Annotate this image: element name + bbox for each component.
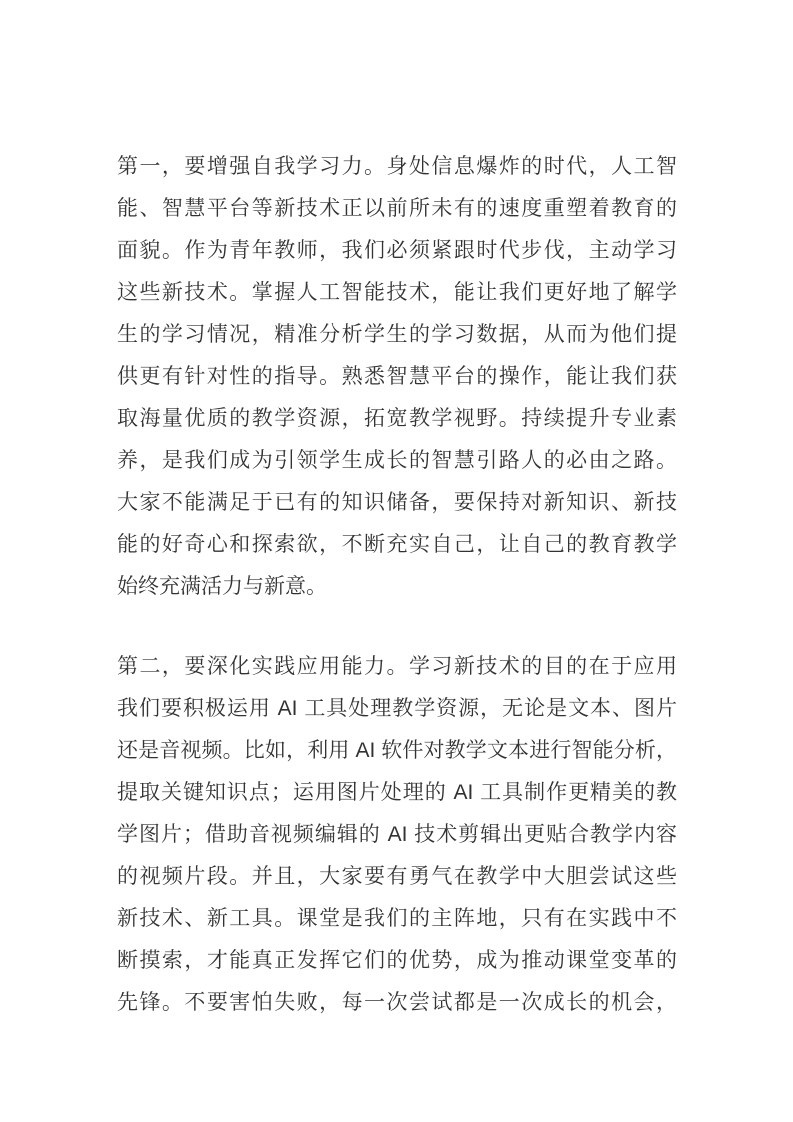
document-text <box>117 146 677 1024</box>
text-line: 始终充满活力与新意。 <box>117 575 327 598</box>
text-line: 这些新技术。掌握人工智能技术，能让我们更好地了解学 <box>117 281 677 304</box>
text-line: 学图片；借助音视频编辑的 AI 技术剪辑出更贴合教学内容 <box>117 823 677 846</box>
text-line: 养，是我们成为引领学生成长的智慧引路人的必由之路。 <box>117 449 677 472</box>
text-line: 第二，要深化实践应用能力。学习新技术的目的在于应用 <box>117 655 677 678</box>
text-line: 生的学习情况，精准分析学生的学习数据，从而为他们提 <box>117 323 677 346</box>
text-line: 大家不能满足于已有的知识储备，要保持对新知识、新技 <box>117 491 677 514</box>
text-line: 能、智慧平台等新技术正以前所未有的速度重塑着教育的 <box>117 197 677 220</box>
text-line: 取海量优质的教学资源，拓宽教学视野。持续提升专业素 <box>117 407 677 430</box>
paragraph-1 <box>117 146 677 608</box>
text-line: 第一，要增强自我学习力。身处信息爆炸的时代，人工智 <box>117 155 677 178</box>
text-line: 先锋。不要害怕失败，每一次尝试都是一次成长的机会， <box>117 991 677 1014</box>
text-line: 我们要积极运用 AI 工具处理教学资源，无论是文本、图片 <box>117 697 677 720</box>
text-line: 供更有针对性的指导。熟悉智慧平台的操作，能让我们获 <box>117 365 677 388</box>
paragraph-2 <box>117 646 677 1024</box>
text-line: 断摸索，才能真正发挥它们的优势，成为推动课堂变革的 <box>117 949 677 972</box>
text-line: 还是音视频。比如，利用 AI 软件对教学文本进行智能分析， <box>117 739 677 762</box>
text-line: 新技术、新工具。课堂是我们的主阵地，只有在实践中不 <box>117 907 677 930</box>
text-line: 的视频片段。并且，大家要有勇气在教学中大胆尝试这些 <box>117 865 677 888</box>
text-line: 面貌。作为青年教师，我们必须紧跟时代步伐，主动学习 <box>117 239 677 262</box>
text-line: 能的好奇心和探索欲，不断充实自己，让自己的教育教学 <box>117 533 677 556</box>
text-line: 提取关键知识点；运用图片处理的 AI 工具制作更精美的教 <box>117 781 677 804</box>
